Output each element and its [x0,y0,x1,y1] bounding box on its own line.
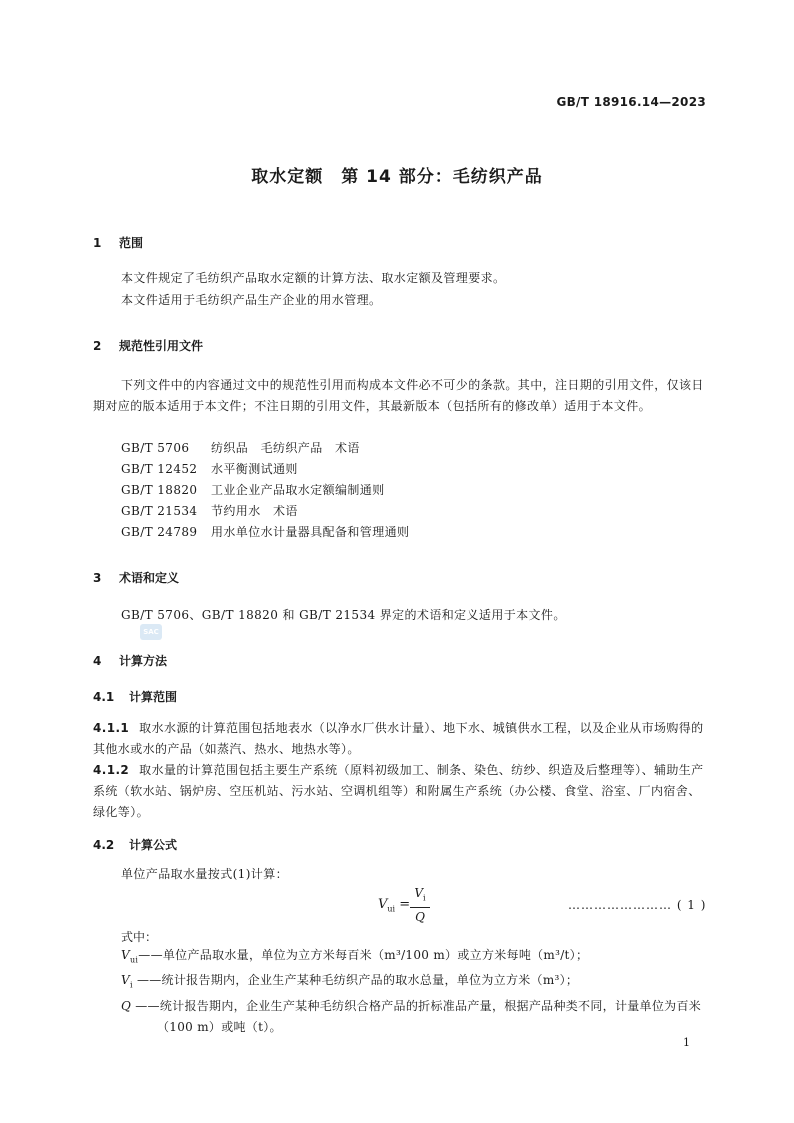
section-number: 4.2 [93,838,115,852]
variable-definition [121,996,711,1038]
reference-code: GB/T 24789 [121,525,198,539]
section-number: 2 [93,339,102,353]
reference-code: GB/T 18820 [121,483,198,497]
section-1-para-2: 本文件适用于毛纺织产品生产企业的用水管理。 [121,293,382,307]
section-number: 3 [93,571,102,585]
variable-description: ——统计报告期内，企业生产某种毛纺织产品的取水总量，单位为立方米（m³）； [132,973,579,988]
reference-code: GB/T 5706 [121,441,190,455]
where-label: 式中： [121,930,158,944]
variable-symbol: Q [121,998,132,1013]
formula-denominator: Q [415,910,425,925]
document-title: 取水定额 第 14 部分：毛纺织产品 [251,167,543,187]
section-1-para-1: 本文件规定了毛纺织产品取水定额的计算方法、取水定额及管理要求。 [121,271,506,285]
reference-name: 用水单位水计量器具配备和管理通则 [211,525,410,539]
variable-description: ——单位产品取水量，单位为立方米每百米（m³/100 m）或立方米每吨（m³/t）； [138,948,589,962]
reference-item [121,438,409,459]
reference-item [121,459,409,480]
section-title: 范围 [119,236,144,250]
section-number: 1 [93,236,102,250]
section-3-heading [93,569,179,586]
reference-name: 工业企业产品取水定额编制通则 [211,483,385,497]
section-title: 规范性引用文件 [119,339,204,353]
section-1-heading [93,234,143,251]
section-2-para-1: 下列文件中的内容通过文中的规范性引用而构成本文件必不可少的条款。其中，注日期的引用文件，仅该日期对应的版本适用于本文件；不注日期的引用文件，其最新版本（包括所有的修改单）适用于本文件。 [93,378,704,413]
section-title: 计算范围 [129,690,178,704]
reference-code: GB/T 12452 [121,462,198,476]
section-4-2-heading [93,836,177,853]
reference-item [121,480,409,501]
formula-numerator: $V_i$ [414,886,426,903]
reference-name: 节约用水 术语 [211,504,298,518]
reference-item [121,501,409,522]
variable-description: ——统计报告期内，企业生产某种毛纺织合格产品的折标准品产量，根据产品种类不同，计量单位为百米（100 m）或吨（t）。 [131,998,702,1034]
clause-number: 4.1.2 [93,763,130,777]
section-2-heading [93,337,203,354]
section-title: 计算方法 [119,654,168,668]
clause-4-1-1 [93,718,711,760]
section-number: 4.1 [93,690,115,704]
clause-text: 取水水源的计算范围包括地表水（以净水厂供水计量）、地下水、城镇供水工程，以及企业从市场购得的其他水或水的产品（如蒸汽、热水、地热水等）。 [93,721,704,756]
clause-4-1-2 [93,760,711,823]
section-4-1-heading [93,688,177,705]
section-title: 术语和定义 [119,571,180,585]
variable-definitions [121,945,711,1038]
formula-1 [0,885,794,925]
reference-name: 纺织品 毛纺织产品 术语 [211,441,360,455]
clause-text: 取水量的计算范围包括主要生产系统（原料初级加工、制条、染色、纺纱、织造及后整理等）、辅助生产系统（软水站、锅炉房、空压机站、污水站、空调机组等）和附属生产系统（办公楼、食堂、浴室、厂内宿舍、绿化等）。 [93,763,704,819]
variable-symbol: $V_i$ [121,973,133,990]
fraction-bar [410,907,430,908]
clause-number: 4.1.1 [93,721,130,735]
section-4-heading [93,652,167,669]
equation-number: …………………… ( 1 ) [568,898,707,912]
formula-lhs: $V_{ui}$ = [378,897,411,914]
variable-symbol: $V_{ui}$ [121,948,139,965]
reference-name: 水平衡测试通则 [211,462,298,476]
variable-definition [121,970,711,995]
variable-definition [121,945,711,970]
section-title: 计算公式 [129,838,178,852]
reference-item [121,522,409,543]
normative-references-list [121,438,409,543]
section-3-para-1: GB/T 5706、GB/T 18820 和 GB/T 21534 界定的术语和定义适用于本文件。 [121,608,566,622]
standard-number: GB/T 18916.14—2023 [556,95,706,109]
page-number: 1 [683,1036,690,1049]
sac-watermark-logo: SAC [140,624,162,640]
section-number: 4 [93,654,102,668]
formula-fraction [410,885,430,925]
formula-intro: 单位产品取水量按式(1)计算： [121,867,288,881]
reference-code: GB/T 21534 [121,504,198,518]
